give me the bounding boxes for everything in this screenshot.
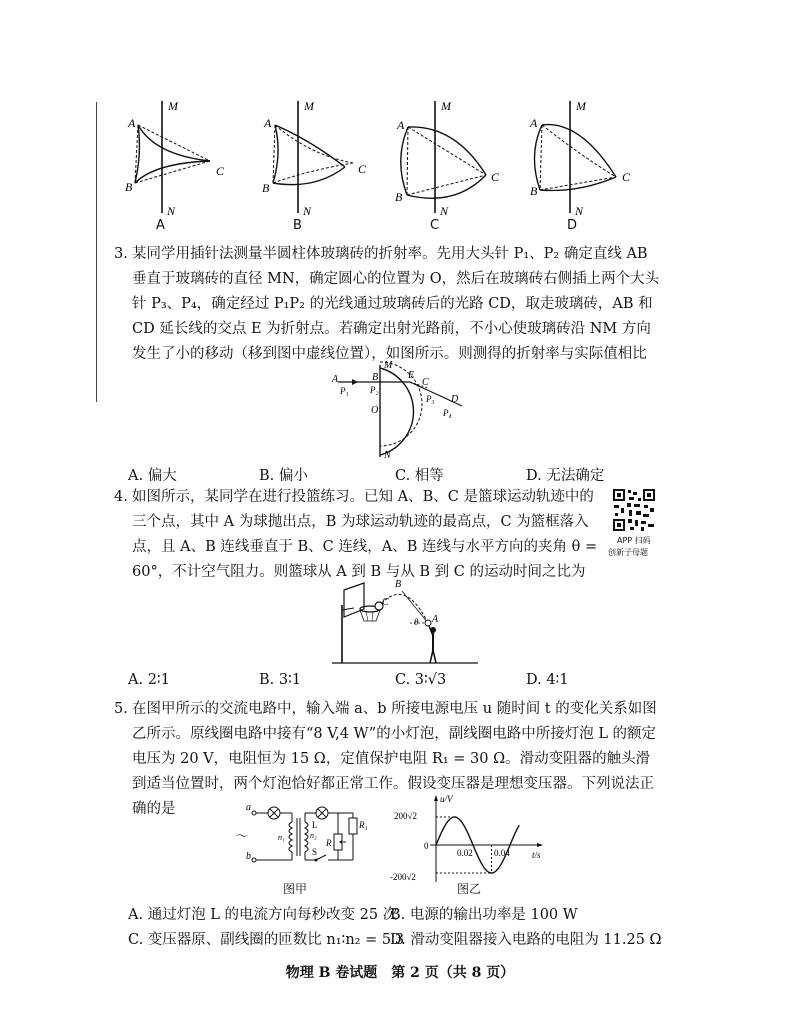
chart-ytick-top: 200√2 bbox=[394, 811, 417, 821]
q3-option-d[interactable]: D. 无法确定 bbox=[526, 468, 605, 484]
margin-line bbox=[96, 102, 97, 402]
chart-xlabel: t/s bbox=[532, 850, 541, 860]
q3-fig-p3: P₃ bbox=[426, 394, 435, 404]
q3-option-c[interactable]: C. 相等 bbox=[395, 468, 444, 484]
qr-caption-2: 创新子母题 bbox=[608, 548, 648, 557]
q4-option-c[interactable]: C. 3∶√3 bbox=[395, 672, 447, 688]
question-4 bbox=[114, 485, 602, 585]
q4-fig-theta: θ bbox=[414, 617, 419, 627]
chart-ytick-bottom: -200√2 bbox=[390, 872, 416, 882]
q5-circuit bbox=[228, 800, 378, 870]
q4-fig-c: C bbox=[382, 597, 389, 608]
q3-fig-b: B bbox=[372, 372, 379, 383]
q5-circuit-b: b bbox=[246, 851, 251, 862]
q3-fig-c: C bbox=[422, 377, 429, 388]
q3-fig-d: D bbox=[451, 394, 459, 405]
fig-c-label-m: M bbox=[441, 99, 451, 113]
q5-circuit-tilde: ～ bbox=[236, 829, 249, 843]
question-3-number: 3. bbox=[114, 246, 128, 262]
fig-a-label-c: C bbox=[216, 164, 225, 178]
question-4-number: 4. bbox=[114, 489, 128, 505]
fig-d-label-c: C bbox=[622, 170, 631, 184]
fig-c-label-n: N bbox=[440, 204, 449, 218]
chart-ylabel: u/V bbox=[440, 794, 453, 804]
top-figure-label-b: B bbox=[293, 218, 302, 233]
question-4-text: 如图所示，某同学在进行投篮练习。已知 A、B、C 是篮球运动轨迹中的三个点，其中 A 为球抛出点，B 为球运动轨迹的最高点，C 为篮框落入点，且 A、B 连线垂直于 B、C 连线，A、B 连线与水平方向的夹角 θ = 60°，不计空气阻力。则篮球从 A 到 B 与从 B 到 C 的运动时间之比为 bbox=[132, 489, 598, 580]
top-figure-label-a: A bbox=[156, 218, 165, 233]
q5-caption-a: 图甲 bbox=[283, 882, 308, 896]
fig-a-label-b: B bbox=[125, 180, 133, 194]
q5-option-b[interactable]: B. 电源的输出功率是 100 W bbox=[390, 907, 578, 923]
fig-b-label-m: M bbox=[304, 99, 314, 113]
chart-ytick-zero: 0 bbox=[424, 841, 429, 851]
q3-fig-p4: P₄ bbox=[443, 408, 452, 418]
q5-circuit-n1: n₁ bbox=[278, 833, 285, 842]
q3-fig-p1: P₁ bbox=[340, 386, 349, 396]
fig-a-label-m: M bbox=[168, 99, 178, 113]
fig-b-label-a: A bbox=[264, 116, 272, 130]
q3-fig-n: N bbox=[384, 450, 391, 461]
q3-fig-p2: P₂ bbox=[370, 385, 379, 395]
q3-fig-m: M bbox=[384, 360, 393, 371]
q5-option-c[interactable]: C. 变压器原、副线圈的匝数比 n₁∶n₂ = 5∶3 bbox=[128, 932, 405, 948]
q5-circuit-l: L bbox=[312, 820, 318, 830]
fig-a-label-n: N bbox=[167, 204, 176, 218]
question-5-text: 在图甲所示的交流电路中，输入端 a、b 所接电源电压 u 随时间 t 的变化关系如图乙所示。原线圈电路中接有“8 V,4 W”的小灯泡，副线圈电路中所接灯泡 L 的额定电压为 20 V，电阻恒为 15 Ω，定值保护电阻 R₁ = 30 Ω。滑动变阻器的触头滑到适当位置时，两个灯泡恰好都正常工作。假设变压器是理想变压器。下列说法正确的是 bbox=[132, 701, 657, 817]
top-figure-d bbox=[529, 99, 631, 218]
q3-fig-e: E bbox=[408, 370, 415, 381]
top-figure-label-d: D bbox=[567, 218, 578, 233]
fig-a-label-a: A bbox=[128, 116, 136, 130]
fig-c-label-b: B bbox=[395, 190, 403, 204]
fig-d-label-m: M bbox=[576, 99, 586, 113]
q5-chart bbox=[390, 790, 550, 885]
fig-b-label-c: C bbox=[358, 162, 367, 176]
fig-d-label-n: N bbox=[575, 204, 584, 218]
page-footer: 物理 B 卷试题 第 2 页（共 8 页） bbox=[285, 965, 515, 981]
q5-circuit-n2: n₂ bbox=[310, 831, 317, 840]
question-5-number: 5. bbox=[114, 701, 128, 717]
top-figure-a bbox=[125, 99, 225, 218]
chart-xtick-002: 0.02 bbox=[457, 848, 473, 858]
qr-code[interactable] bbox=[612, 488, 656, 532]
q5-circuit-r: R bbox=[326, 838, 332, 848]
question-3 bbox=[114, 242, 662, 367]
q3-fig-o: O bbox=[371, 405, 379, 416]
fig-d-label-a: A bbox=[530, 116, 538, 130]
q5-option-d[interactable]: D. 滑动变阻器接入电路的电阻为 11.25 Ω bbox=[390, 932, 662, 948]
top-figure-b bbox=[262, 99, 367, 218]
top-figure-c bbox=[395, 99, 500, 218]
q5-circuit-s: S bbox=[312, 847, 318, 857]
fig-c-label-c: C bbox=[491, 170, 500, 184]
top-figure-label-c: C bbox=[430, 218, 440, 233]
q3-figure bbox=[330, 360, 470, 462]
chart-xtick-004: 0.04 bbox=[494, 848, 510, 858]
fig-b-label-n: N bbox=[303, 204, 312, 218]
q4-fig-b: B bbox=[395, 579, 402, 590]
q3-fig-a: A bbox=[332, 374, 339, 385]
q4-option-d[interactable]: D. 4∶1 bbox=[526, 672, 569, 688]
q4-option-a[interactable]: A. 2∶1 bbox=[128, 672, 170, 688]
q5-option-a[interactable]: A. 通过灯泡 L 的电流方向每秒改变 25 次 bbox=[128, 907, 398, 923]
q4-option-b[interactable]: B. 3∶1 bbox=[259, 672, 302, 688]
fig-c-label-a: A bbox=[397, 118, 405, 132]
qr-caption-1: APP 扫码 bbox=[617, 536, 651, 545]
fig-d-label-b: B bbox=[530, 184, 538, 198]
q3-option-b[interactable]: B. 偏小 bbox=[259, 468, 308, 484]
q4-fig-a: A bbox=[432, 614, 439, 625]
q5-circuit-r1: R₁ bbox=[359, 820, 368, 830]
question-3-text: 某同学用插针法测量半圆柱体玻璃砖的折射率。先用大头针 P₁、P₂ 确定直线 AB 垂直于玻璃砖的直径 MN，确定圆心的位置为 O，然后在玻璃砖右侧插上两个大头针 P₃、P₄，确定经过 P₁P₂ 的光线通过玻璃砖后的光路 CD，取走玻璃砖，AB 和 CD 延长线的交点 E 为折射点。若确定出射光路前，不小心使玻璃砖沿 NM 方向发生了小的移动（移到图中虚线位置），如图所示。则测得的折射率与实际值相比 bbox=[132, 246, 660, 362]
q3-option-a[interactable]: A. 偏大 bbox=[128, 468, 177, 484]
q5-circuit-a: a bbox=[246, 802, 251, 813]
q4-figure bbox=[330, 575, 480, 667]
q5-caption-b: 图乙 bbox=[457, 882, 482, 896]
fig-b-label-b: B bbox=[262, 181, 270, 195]
